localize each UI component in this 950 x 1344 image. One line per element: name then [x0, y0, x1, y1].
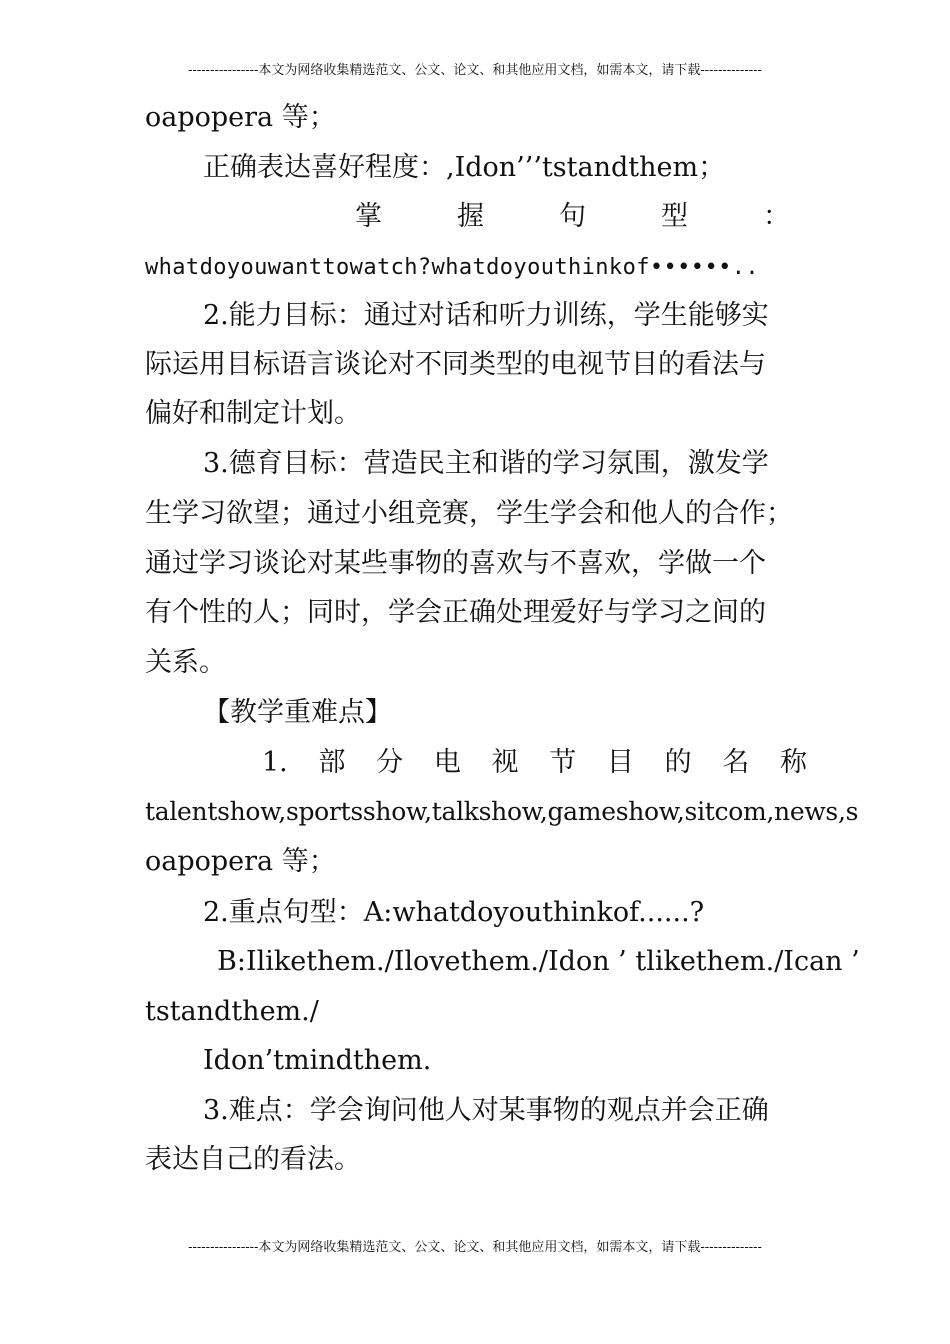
line-3-char: 握 [457, 201, 484, 232]
text-line-14 [262, 745, 807, 781]
text-line-1: oapopera 等； [145, 102, 336, 133]
text-line-2: 正确表达喜好程度：,Idon’’’tstandthem； [203, 152, 726, 183]
page-header: ----------------本文为网络收集精选范文、公文、论文、和其他应用文档，如需本文，请下载-------------- [188, 63, 762, 78]
text-line-20: Idon’tmindthem. [203, 1045, 432, 1076]
page-footer: ----------------本文为网络收集精选范文、公文、论文、和其他应用文档，如需本文，请下载-------------- [188, 1240, 762, 1255]
line-14-char: 电 [433, 747, 461, 778]
text-line-11: 有个性的人；同时，学会正确处理爱好与学习之间的 [145, 597, 766, 628]
line-3-char: ： [763, 201, 790, 232]
text-line-4: whatdoyouwanttowatch?whatdoyouthinkof••••••.. [145, 255, 760, 280]
line-3-char: 掌 [355, 201, 382, 232]
text-line-5: 2.能力目标：通过对话和听力训练，学生能够实 [203, 300, 769, 331]
text-line-12: 关系。 [145, 647, 226, 678]
line-14-char: 目 [606, 747, 634, 778]
line-3-char: 型 [661, 201, 688, 232]
line-14-char: 部 [318, 747, 346, 778]
line-14-char: 名 [722, 747, 750, 778]
line-3-char: 句 [559, 201, 586, 232]
line-14-char: 分 [376, 747, 404, 778]
text-line-8: 3.德育目标：营造民主和谐的学习氛围，激发学 [203, 448, 769, 479]
text-line-6: 际运用目标语言谈论对不同类型的电视节目的看法与 [145, 349, 766, 380]
text-line-16: oapopera 等； [145, 846, 336, 877]
section-heading: 【教学重难点】 [203, 697, 392, 728]
text-line-21: 3.难点：学会询问他人对某事物的观点并会正确 [203, 1095, 769, 1126]
line-14-char: 称 [779, 747, 807, 778]
line-14-char: 1. [262, 747, 288, 778]
text-line-15: talentshow,sportsshow,talkshow,gameshow,sitcom,news,s [145, 797, 859, 826]
text-line-7: 偏好和制定计划。 [145, 398, 361, 429]
line-14-char: 的 [664, 747, 692, 778]
text-line-22: 表达自己的看法。 [145, 1144, 361, 1175]
text-line-9: 生学习欲望；通过小组竞赛，学生学会和他人的合作； [145, 498, 793, 529]
text-line-19: tstandthem./ [145, 996, 319, 1027]
line-14-char: 节 [549, 747, 577, 778]
text-line-17: 2.重点句型：A:whatdoyouthinkof......? [203, 897, 705, 928]
text-line-3 [355, 199, 790, 235]
text-line-18: B:Ilikethem./Ilovethem./Idon ’ tlikethem./Ican ’ [217, 946, 860, 977]
line-14-char: 视 [491, 747, 519, 778]
text-line-10: 通过学习谈论对某些事物的喜欢与不喜欢，学做一个 [145, 548, 766, 579]
